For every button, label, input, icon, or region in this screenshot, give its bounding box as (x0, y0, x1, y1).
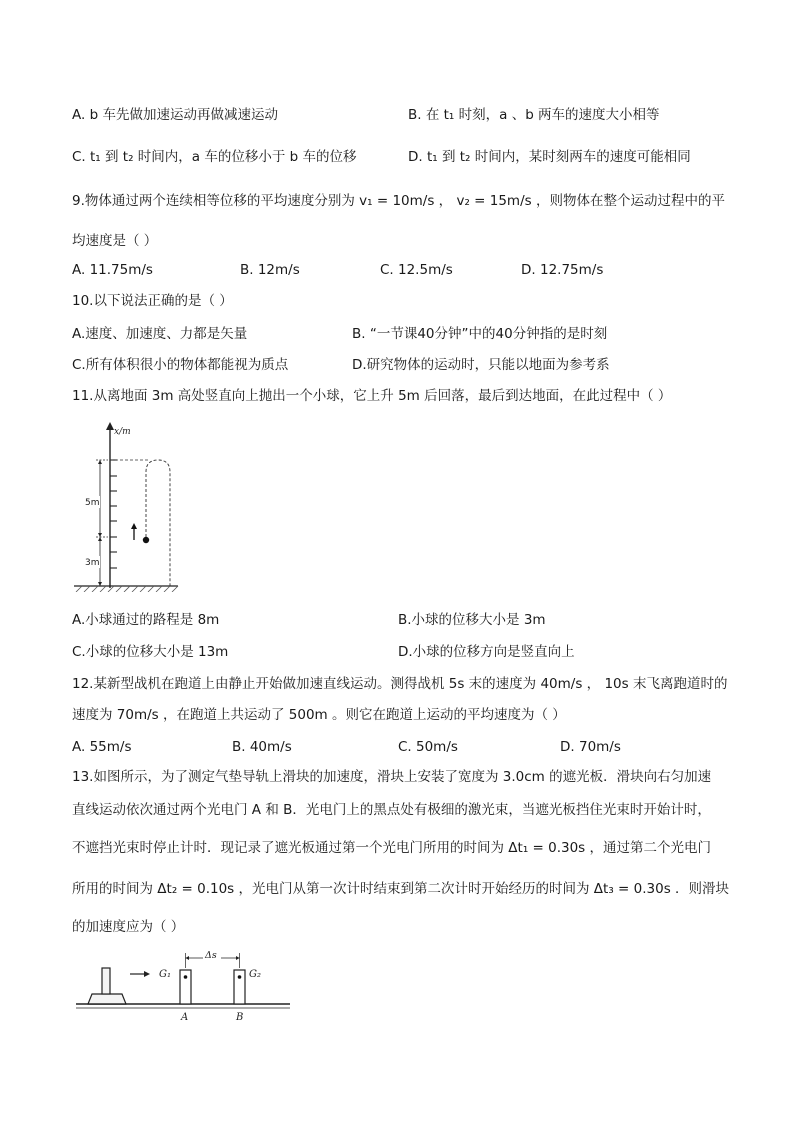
q13-stem-line4: 所用的时间为 Δt₂ = 0.10s ，光电门从第一次计时结束到第二次计时开始经历的时间为 Δt₃ = 0.30s ．则滑块 (72, 881, 730, 897)
q13-stem-line1: 13.如图所示，为了测定气垫导轨上滑块的加速度，滑块上安装了宽度为 3.0cm 的遮光板．滑块向右匀加速 (72, 769, 712, 785)
q9-stem-line1: 9.物体通过两个连续相等位移的平均速度分别为 v₁ = 10m/s ， v₂ = 15m/s ，则物体在整个运动过程中的平 (72, 193, 725, 209)
q13-stem-line3: 不遮挡光束时停止计时．现记录了遮光板通过第一个光电门所用的时间为 Δt₁ = 0.30s ，通过第二个光电门 (72, 840, 712, 856)
q12-option-d: D. 70m/s (560, 739, 621, 755)
q12-option-c: C. 50m/s (398, 739, 458, 755)
ground-hatching (76, 586, 178, 592)
trajectory-path (146, 460, 170, 586)
q9-option-a: A. 11.75m/s (72, 262, 153, 278)
axis-ticks (110, 460, 117, 568)
gate-b-letter: B (236, 1012, 244, 1023)
q10-option-b: B. “一节课40分钟”中的40分钟指的是时刻 (352, 326, 608, 342)
q12-stem-line1: 12.某新型战机在跑道上由静止开始做加速直线运动。测得战机 5s 末的速度为 40m/s ， 10s 末飞离跑道时的 (72, 676, 728, 692)
slider (88, 994, 126, 1004)
shading-plate (102, 968, 110, 994)
axis-label: x/m (114, 427, 131, 437)
label-5m: 5m (85, 498, 100, 508)
gate-a-letter: A (181, 1012, 189, 1023)
gate-a-label-g1: G₁ (159, 969, 171, 980)
q10-stem: 10.以下说法正确的是（ ） (72, 293, 233, 309)
ball (143, 537, 149, 543)
q13-figure (74, 946, 292, 1026)
q13-stem-line5: 的加速度应为（ ） (72, 919, 185, 935)
q9-option-b: B. 12m/s (240, 262, 300, 278)
q11-option-c: C.小球的位移大小是 13m (72, 644, 229, 660)
q11-option-d: D.小球的位移方向是竖直向上 (398, 644, 575, 660)
q11-stem: 11.从离地面 3m 高处竖直向上抛出一个小球，它上升 5m 后回落，最后到达地面，在此过程中（ ） (72, 388, 672, 404)
gate-b (234, 970, 245, 1004)
q10-option-d: D.研究物体的运动时，只能以地面为参考系 (352, 357, 610, 373)
q8-option-b: B. 在 t₁ 时刻，a 、b 两车的速度大小相等 (408, 107, 660, 123)
axis-arrowhead (106, 422, 114, 430)
q11-figure (70, 420, 190, 592)
gate-b-label-g2: G₂ (249, 969, 261, 980)
q13-stem-line2: 直线运动依次通过两个光电门 A 和 B．光电门上的黑点处有极细的激光束，当遮光板挡住光束时开始计时， (72, 802, 711, 818)
q8-option-a: A. b 车先做加速运动再做减速运动 (72, 107, 278, 123)
q9-option-c: C. 12.5m/s (380, 262, 453, 278)
q12-option-a: A. 55m/s (72, 739, 132, 755)
q12-option-b: B. 40m/s (232, 739, 292, 755)
q9-stem-line2: 均速度是（ ） (72, 233, 158, 249)
q11-option-b: B.小球的位移大小是 3m (398, 612, 546, 628)
gate-a (180, 970, 191, 1004)
q10-option-c: C.所有体积很小的物体都能视为质点 (72, 357, 289, 373)
label-3m: 3m (85, 558, 100, 568)
q11-option-a: A.小球通过的路程是 8m (72, 612, 220, 628)
q12-stem-line2: 速度为 70m/s ，在跑道上共运动了 500m 。则它在跑道上运动的平均速度为（ ） (72, 707, 566, 723)
q10-option-a: A.速度、加速度、力都是矢量 (72, 326, 248, 342)
delta-s-label: Δs (205, 950, 217, 961)
q9-option-d: D. 12.75m/s (521, 262, 604, 278)
q8-option-c: C. t₁ 到 t₂ 时间内，a 车的位移小于 b 车的位移 (72, 149, 357, 165)
q8-option-d: D. t₁ 到 t₂ 时间内，某时刻两车的速度可能相同 (408, 149, 691, 165)
